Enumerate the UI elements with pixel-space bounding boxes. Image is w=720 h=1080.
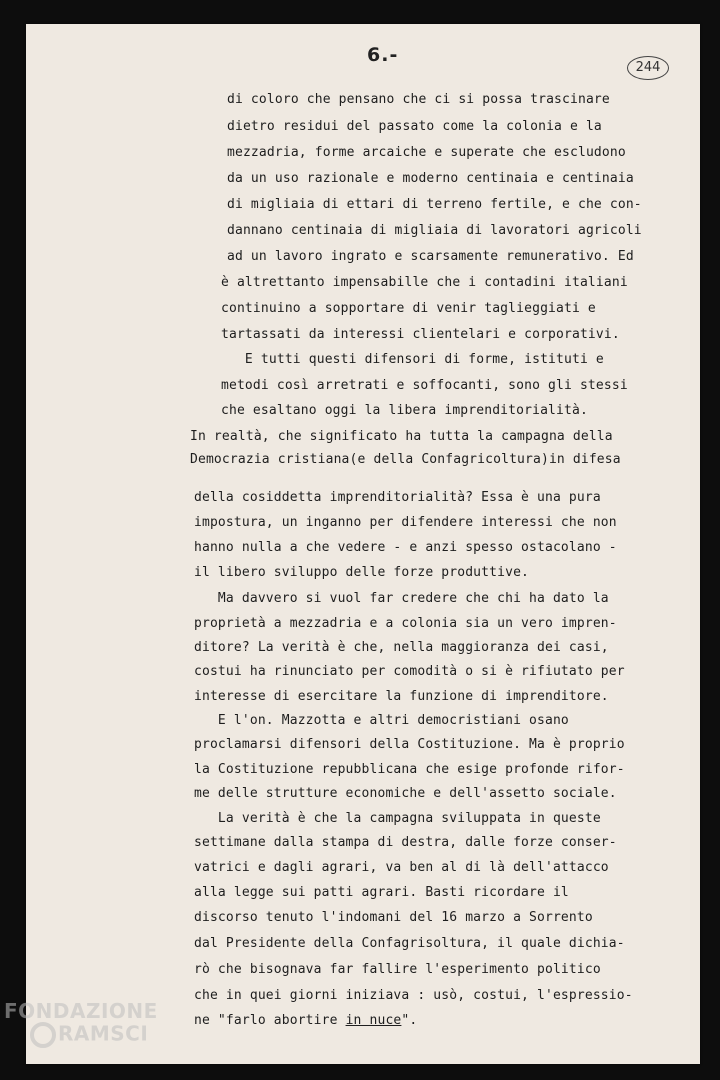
text-line: di migliaia di ettari di terreno fertile, e che con- xyxy=(227,197,642,212)
text-line: settimane dalla stampa di destra, dalle forze conser- xyxy=(194,835,617,850)
page-number: 6.- xyxy=(367,44,399,66)
text-line: La verità è che la campagna sviluppata in queste xyxy=(194,811,601,826)
text-line: rò che bisognava far fallire l'esperimento politico xyxy=(194,962,601,977)
text-line: E tutti questi difensori di forme, istituti e xyxy=(221,352,604,367)
watermark-logo xyxy=(4,1000,158,1048)
text-line: continuino a sopportare di venir taglieggiati e xyxy=(221,301,596,316)
text-line-last xyxy=(194,1013,417,1028)
text-line: mezzadria, forme arcaiche e superate che escludono xyxy=(227,145,626,160)
underlined-phrase: in nuce xyxy=(345,1013,402,1028)
text-line: impostura, un inganno per difendere interessi che non xyxy=(194,515,617,530)
text-line: E l'on. Mazzotta e altri democristiani osano xyxy=(194,713,569,728)
text-line: metodi così arretrati e soffocanti, sono gli stessi xyxy=(221,378,628,393)
text-line: alla legge sui patti agrari. Basti ricordare il xyxy=(194,885,569,900)
text-line: dietro residui del passato come la colonia e la xyxy=(227,119,602,134)
text-line: da un uso razionale e moderno centinaia e centinaia xyxy=(227,171,634,186)
text-line: hanno nulla a che vedere - e anzi spesso ostacolano - xyxy=(194,540,617,555)
archive-stamp-number: 244 xyxy=(627,56,669,80)
text-line: me delle strutture economiche e dell'assetto sociale. xyxy=(194,786,617,801)
text-line: che in quei giorni iniziava : usò, costui, l'espressio- xyxy=(194,988,633,1003)
text-line: ditore? La verità è che, nella maggioranza dei casi, xyxy=(194,640,609,655)
text-line: In realtà, che significato ha tutta la campagna della xyxy=(190,429,613,444)
text-line: la Costituzione repubblicana che esige profonde rifor- xyxy=(194,762,625,777)
text-line: proprietà a mezzadria e a colonia sia un vero impren- xyxy=(194,616,617,631)
text-line: dannano centinaia di migliaia di lavoratori agricoli xyxy=(227,223,642,238)
text-line: il libero sviluppo delle forze produttive. xyxy=(194,565,530,580)
text-line: di coloro che pensano che ci si possa trascinare xyxy=(227,92,610,107)
text-line: Democrazia cristiana(e della Confagricoltura)in difesa xyxy=(190,452,621,467)
text-line: dal Presidente della Confagrisoltura, il quale dichia- xyxy=(194,936,625,951)
text-line: della cosiddetta imprenditorialità? Essa è una pura xyxy=(194,490,601,505)
text-line: interesse di esercitare la funzione di imprenditore. xyxy=(194,689,609,704)
watermark-g-mark xyxy=(30,1022,56,1048)
text-line: discorso tenuto l'indomani del 16 marzo a Sorrento xyxy=(194,910,593,925)
text-line: vatrici e dagli agrari, va ben al di là dell'attacco xyxy=(194,860,609,875)
text-line: proclamarsi difensori della Costituzione. Ma è proprio xyxy=(194,737,625,752)
text-line: tartassati da interessi clientelari e corporativi. xyxy=(221,327,620,342)
watermark-line2: RAMSCI xyxy=(58,1021,149,1046)
text-fragment: ne "farlo abortire xyxy=(194,1013,346,1028)
text-line: che esaltano oggi la libera imprenditorialità. xyxy=(221,403,588,418)
text-line: costui ha rinunciato per comodità o si è rifiutato per xyxy=(194,664,625,679)
text-line: ad un lavoro ingrato e scarsamente remunerativo. Ed xyxy=(227,249,634,264)
watermark-line1: FONDAZIONE xyxy=(4,999,158,1023)
text-line: è altrettanto impensabille che i contadini italiani xyxy=(221,275,628,290)
text-line: Ma davvero si vuol far credere che chi ha dato la xyxy=(194,591,609,606)
text-fragment: ". xyxy=(401,1013,418,1028)
